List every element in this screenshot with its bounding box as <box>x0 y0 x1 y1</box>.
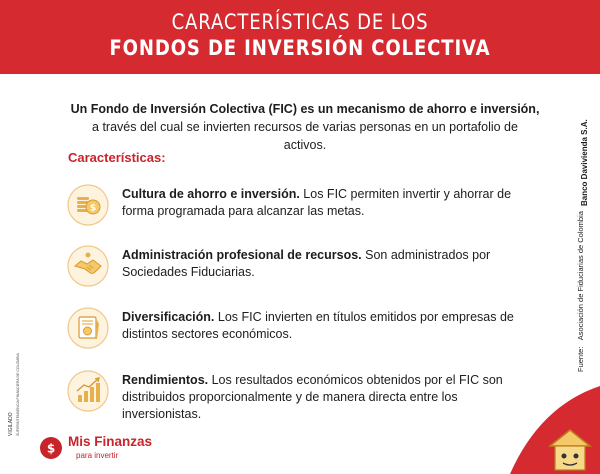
money-bag-icon <box>38 434 64 460</box>
svg-text:$: $ <box>89 203 97 214</box>
brand-name: Mis Finanzas <box>68 434 153 449</box>
feature-title: Cultura de ahorro e inversión. <box>122 187 300 201</box>
feature-item <box>66 183 536 239</box>
source-label: Fuente: <box>576 346 585 372</box>
vigilado-label: VIGILADO <box>8 412 14 436</box>
feature-title: Rendimientos. <box>122 373 209 387</box>
section-title: Características: <box>68 150 166 165</box>
source-text: Asociación de Fiduciarias de Colombia <box>576 211 585 341</box>
growth-chart-icon <box>66 369 110 413</box>
corner-house-icon <box>500 386 600 474</box>
vigilado-small: SUPERINTENDENCIA FINANCIERA DE COLOMBIA <box>16 353 20 436</box>
header-banner <box>0 0 600 74</box>
handshake-icon <box>66 244 110 288</box>
feature-body: Son administrados por Sociedades Fiduciarias. <box>122 248 491 279</box>
header-title-line2: FONDOS DE INVERSIÓN COLECTIVA <box>109 36 491 60</box>
feature-title: Administración profesional de recursos. <box>122 248 362 262</box>
intro-line1: Un Fondo de Inversión Colectiva (FIC) es un mecanismo de ahorro e inversión, <box>70 102 540 116</box>
intro-paragraph <box>70 100 540 154</box>
bank-name: Banco Davivienda S.A. <box>580 119 589 206</box>
feature-body: Los FIC invierten en títulos emitidos por empresas de distintos sectores económicos. <box>122 310 514 341</box>
svg-text:$: $ <box>46 441 56 456</box>
brand-logo <box>38 432 168 468</box>
feature-item <box>66 306 536 362</box>
feature-title: Diversificación. <box>122 310 215 324</box>
feature-body: Los resultados económicos obtenidos por el FIC son distribuidos proporcionalmente y de manera directa entre los inversionistas. <box>122 373 503 421</box>
feature-body: Los FIC permiten invertir y ahorrar de forma programada para alcanzar las metas. <box>122 187 512 218</box>
feature-item <box>66 244 536 300</box>
brand-tagline: para invertir <box>76 451 119 460</box>
coins-icon <box>66 183 110 227</box>
header-title-line1: CARACTERÍSTICAS DE LOS <box>171 10 429 34</box>
feature-item <box>66 369 536 425</box>
certificate-icon <box>66 306 110 350</box>
intro-line2: a través del cual se invierten recursos de varias personas en un portafolio de activos. <box>92 120 518 152</box>
source-note <box>576 211 585 372</box>
